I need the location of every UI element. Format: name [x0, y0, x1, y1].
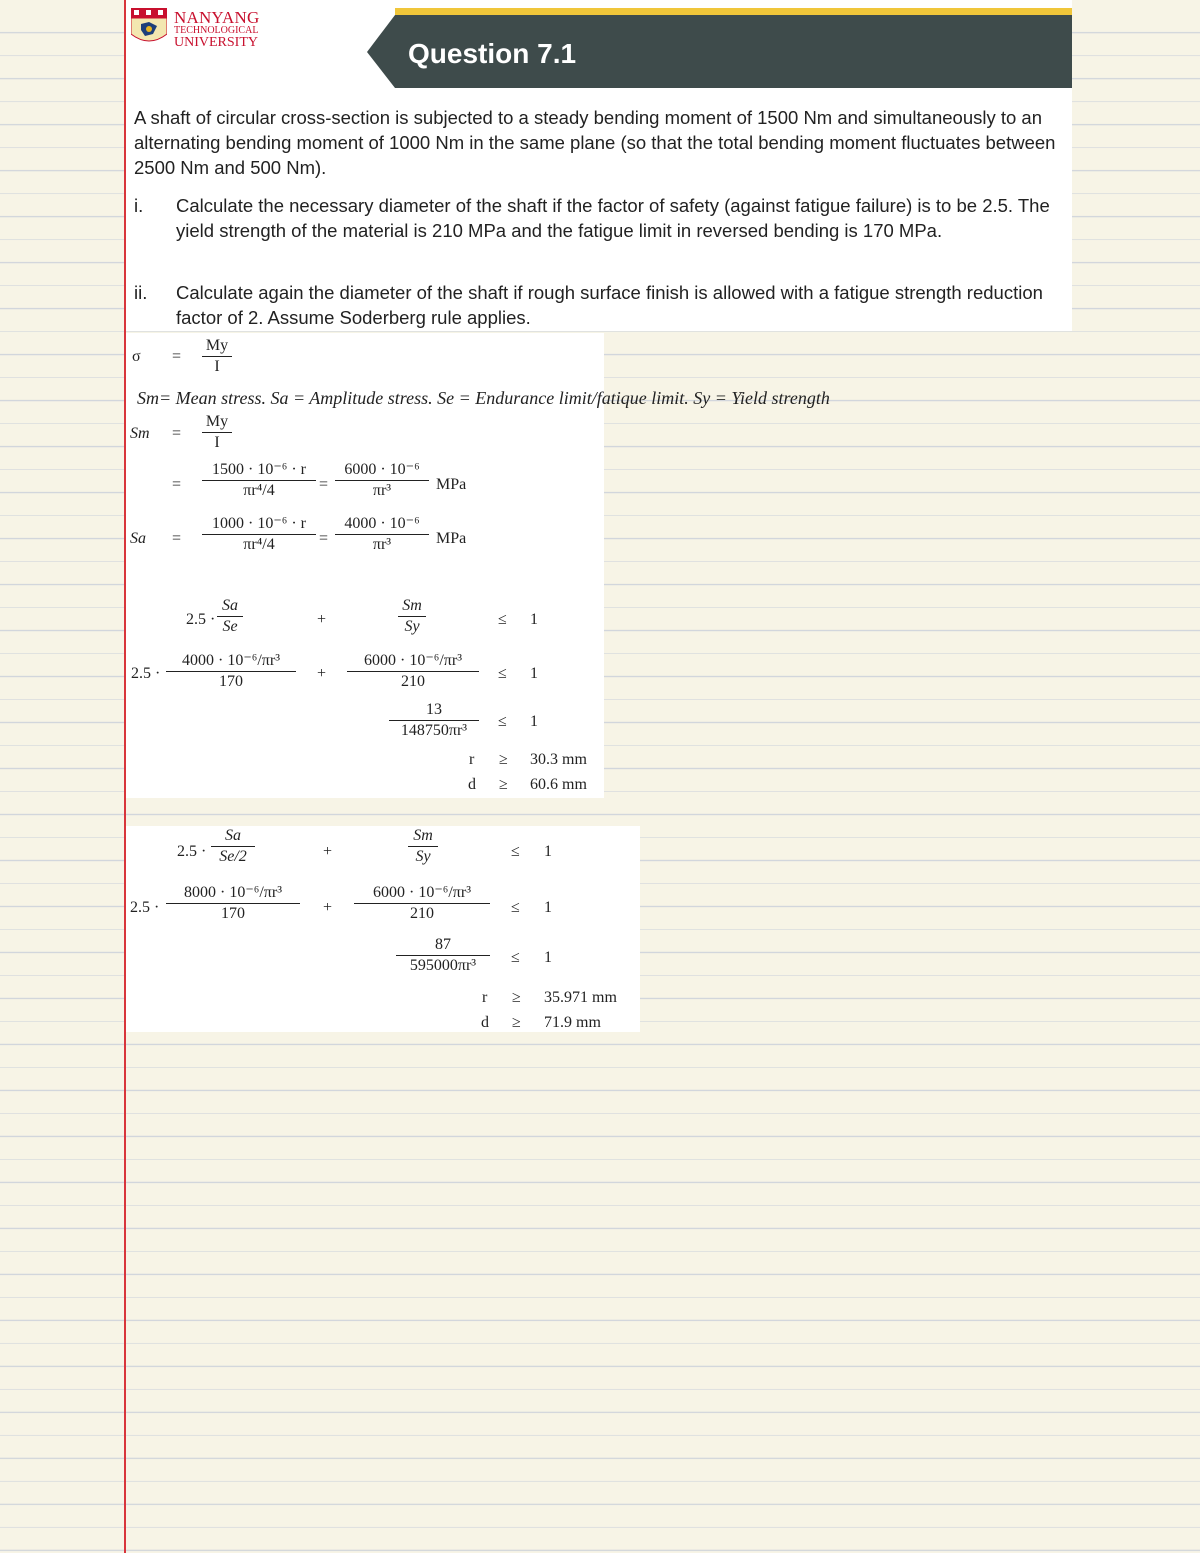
denominator: 210 — [347, 671, 479, 692]
item-number: ii. — [134, 282, 148, 303]
safety-factor: 2.5 · — [131, 665, 161, 682]
ge-sign: ≥ — [512, 1014, 521, 1031]
denominator: Sy — [408, 846, 438, 867]
fraction-sm-simplified — [335, 460, 429, 501]
le-sign: ≤ — [511, 899, 520, 916]
denominator: Sy — [398, 616, 426, 637]
numerator: 4000 · 10⁻⁶ — [344, 515, 420, 532]
numerator: 6000 · 10⁻⁶/πr³ — [364, 652, 462, 669]
diameter-result: 60.6 mm — [530, 776, 587, 793]
le-sign: ≤ — [498, 611, 507, 628]
numerator: 6000 · 10⁻⁶/πr³ — [373, 884, 471, 901]
le-sign: ≤ — [498, 665, 507, 682]
fraction-sa-expr — [202, 514, 316, 555]
diameter-label: d — [468, 776, 476, 793]
fraction-sa-over-se-half — [211, 826, 255, 867]
sm-symbol: Sm — [130, 425, 150, 442]
rhs-one: 1 — [530, 665, 538, 682]
radius-label: r — [469, 751, 475, 768]
page-title: Question 7.1 — [408, 38, 577, 69]
denominator: 148750πr³ — [389, 720, 479, 741]
crest-icon — [131, 8, 167, 46]
diameter-label: d — [481, 1014, 489, 1031]
le-sign: ≤ — [511, 843, 520, 860]
numerator: My — [205, 337, 229, 354]
denominator: 210 — [354, 903, 490, 924]
numerator: 8000 · 10⁻⁶/πr³ — [184, 884, 282, 901]
equals-sign: = — [172, 530, 182, 547]
denominator: πr³ — [335, 480, 429, 501]
denominator: πr⁴/4 — [202, 480, 316, 501]
unit-mpa: MPa — [436, 530, 467, 547]
denominator: πr³ — [335, 534, 429, 555]
item-text: Calculate again the diameter of the shaft if rough surface finish is allowed with a fatigue strength reduction factor of 2. Assume Soderberg rule applies. — [176, 282, 1043, 328]
denominator: I — [202, 356, 232, 377]
numerator: 87 — [435, 936, 451, 953]
numerator: Sm — [402, 597, 422, 614]
fraction-my-over-i — [202, 336, 232, 377]
fraction-sm-over-sy — [408, 826, 438, 867]
definitions-line: Sm= Mean stress. Sa = Amplitude stress. Se = Endurance limit/fatique limit. Sy = Yield strength — [137, 388, 830, 408]
safety-factor: 2.5 · — [186, 611, 216, 628]
rhs-one: 1 — [530, 611, 538, 628]
plus-sign: + — [323, 899, 333, 916]
plus-sign: + — [323, 843, 333, 860]
numerator: 1000 · 10⁻⁶ · r — [211, 515, 306, 532]
ge-sign: ≥ — [512, 989, 521, 1006]
fraction-sa-simplified — [335, 514, 429, 555]
fraction-sm-over-sy — [398, 596, 426, 637]
le-sign: ≤ — [511, 949, 520, 966]
numerator: Sa — [222, 597, 238, 614]
fraction-amplitude-term — [166, 883, 300, 924]
denominator: I — [202, 432, 232, 453]
fraction-sa-over-se — [217, 596, 243, 637]
logo-text-technological: TECHNOLOGICAL — [174, 25, 259, 36]
fraction-combined — [396, 935, 490, 976]
fraction-mean-term — [354, 883, 490, 924]
sigma-symbol: σ — [132, 348, 141, 365]
denominator: 170 — [166, 903, 300, 924]
item-text: Calculate the necessary diameter of the shaft if the factor of safety (against fatigue failure) is to be 2.5. The yield strength of the material is 210 MPa and the fatigue limit in reversed bending is 170 MPa. — [176, 195, 1050, 241]
unit-mpa: MPa — [436, 476, 467, 493]
denominator: Se/2 — [211, 846, 255, 867]
numerator: My — [205, 413, 229, 430]
equals-sign: = — [172, 348, 182, 365]
numerator: Sm — [413, 827, 433, 844]
rhs-one: 1 — [530, 713, 538, 730]
denominator: Se — [217, 616, 243, 637]
plus-sign: + — [317, 611, 327, 628]
ge-sign: ≥ — [499, 751, 508, 768]
safety-factor: 2.5 · — [177, 843, 207, 860]
equals-sign: = — [319, 530, 329, 547]
fraction-my-over-i — [202, 412, 232, 453]
logo-text-nanyang: NANYANG — [174, 8, 260, 27]
item-number: i. — [134, 195, 144, 216]
denominator: 595000πr³ — [396, 955, 490, 976]
denominator: 170 — [166, 671, 296, 692]
logo-text-university: UNIVERSITY — [174, 35, 258, 50]
radius-label: r — [482, 989, 488, 1006]
radius-result: 35.971 mm — [544, 989, 617, 1006]
fraction-sm-expr — [202, 460, 316, 501]
denominator: πr⁴/4 — [202, 534, 316, 555]
fraction-mean-term — [347, 651, 479, 692]
rhs-one: 1 — [544, 899, 552, 916]
problem-intro: A shaft of circular cross-section is subjected to a steady bending moment of 1500 Nm and simultaneously to an alternating bending moment of 1000 Nm in the same plane (so that the total bending moment fluctuates between 2500 Nm and 500 Nm). — [134, 107, 1056, 178]
numerator: 4000 · 10⁻⁶/πr³ — [182, 652, 280, 669]
plus-sign: + — [317, 665, 327, 682]
fraction-amplitude-term — [166, 651, 296, 692]
numerator: Sa — [225, 827, 241, 844]
equals-sign: = — [172, 476, 182, 493]
sa-symbol: Sa — [130, 530, 146, 547]
equals-sign: = — [172, 425, 182, 442]
safety-factor: 2.5 · — [130, 899, 160, 916]
fraction-combined — [389, 700, 479, 741]
le-sign: ≤ — [498, 713, 507, 730]
rhs-one: 1 — [544, 949, 552, 966]
rhs-one: 1 — [544, 843, 552, 860]
equals-sign: = — [319, 476, 329, 493]
radius-result: 30.3 mm — [530, 751, 587, 768]
numerator: 1500 · 10⁻⁶ · r — [211, 461, 306, 478]
ge-sign: ≥ — [499, 776, 508, 793]
diameter-result: 71.9 mm — [544, 1014, 601, 1031]
numerator: 13 — [426, 701, 442, 718]
numerator: 6000 · 10⁻⁶ — [344, 461, 420, 478]
